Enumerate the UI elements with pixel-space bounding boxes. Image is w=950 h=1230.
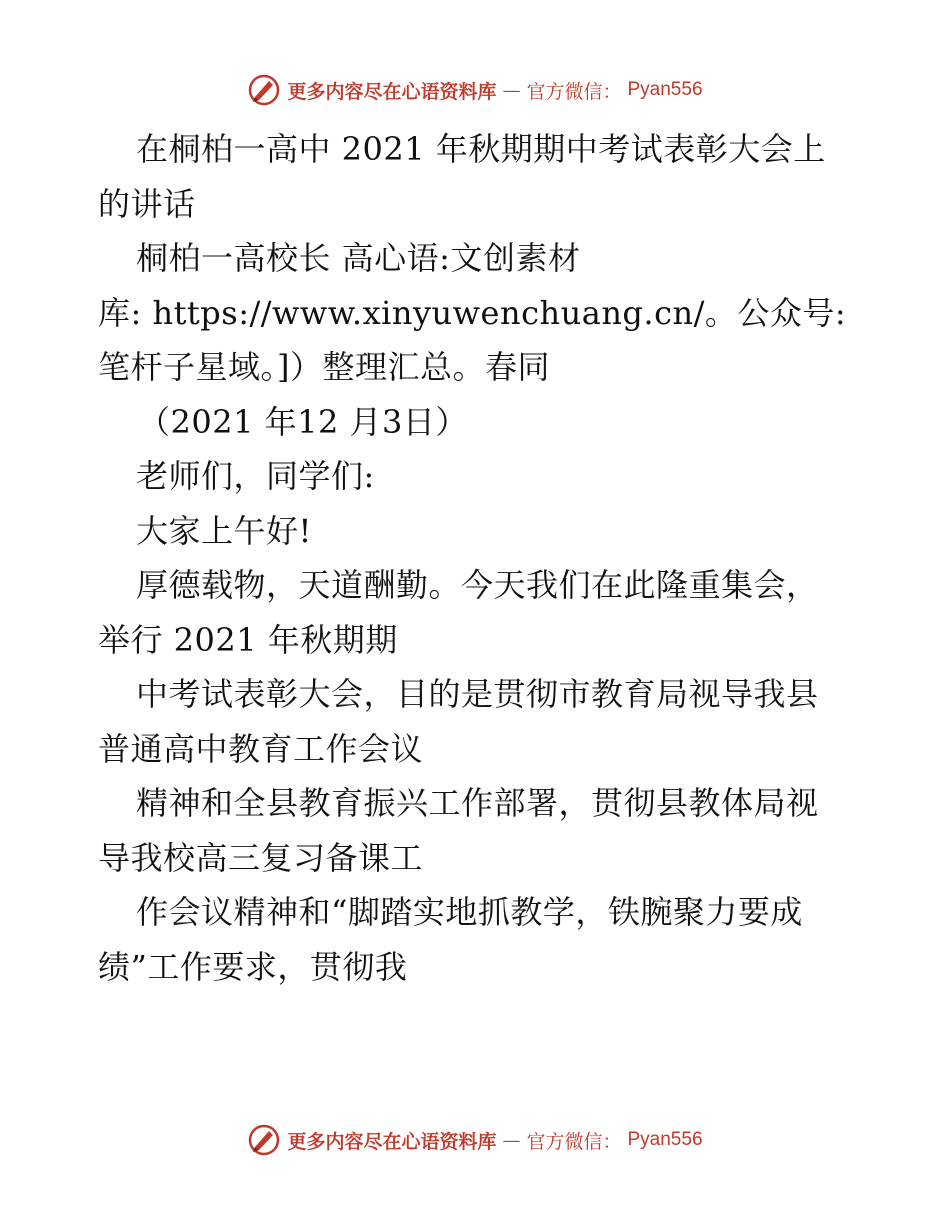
paragraph-line-5: 精神和全县教育振兴工作部署，贯彻县教体局视 bbox=[136, 784, 819, 822]
footer-banner bbox=[0, 1120, 950, 1160]
paragraph-line-6: 导我校高三复习备课工 bbox=[98, 838, 424, 877]
banner-separator: — bbox=[502, 1129, 521, 1151]
banner-label: 官方微信： bbox=[526, 80, 622, 103]
banner-label: 官方微信： bbox=[526, 1130, 622, 1153]
paragraph-line-1: 厚德载物，天道酬勤。今天我们在此隆重集会， bbox=[136, 566, 819, 604]
pen-logo-icon bbox=[247, 73, 281, 107]
salutation-line: 老师们，同学们: bbox=[136, 457, 375, 495]
author-line: 桐柏一高校长 高心语:文创素材 bbox=[136, 239, 581, 277]
banner-title: 更多内容尽在心语资料库 bbox=[287, 80, 497, 103]
greeting-line: 大家上午好! bbox=[136, 511, 312, 550]
banner-separator: — bbox=[502, 79, 521, 101]
pen-logo-icon bbox=[247, 1123, 281, 1157]
date-line: （2021 年12 月3日） bbox=[138, 402, 468, 441]
source-line-2: 笔杆子星域。]）整理汇总。春同 bbox=[98, 348, 550, 386]
paragraph-line-3: 中考试表彰大会，目的是贯彻市教育局视导我县 bbox=[136, 675, 819, 713]
banner-wechat-id: Pyan556 bbox=[627, 79, 703, 100]
banner-title: 更多内容尽在心语资料库 bbox=[287, 1130, 497, 1153]
title-line-1: 在桐柏一高中 2021 年秋期期中考试表彰大会上 bbox=[136, 130, 826, 168]
title-line-2: 的讲话 bbox=[98, 184, 196, 223]
source-line-1: 库: https://www.xinyuwenchuang.cn/。公众号: bbox=[98, 293, 847, 332]
paragraph-line-4: 普通高中教育工作会议 bbox=[98, 729, 424, 768]
header-banner bbox=[0, 70, 950, 110]
banner-wechat-id: Pyan556 bbox=[627, 1129, 703, 1150]
paragraph-line-8: 绩”工作要求，贯彻我 bbox=[98, 947, 408, 986]
document-body bbox=[98, 122, 858, 994]
paragraph-line-2: 举行 2021 年秋期期 bbox=[98, 620, 398, 659]
paragraph-line-7: 作会议精神和“脚踏实地抓教学，铁腕聚力要成 bbox=[136, 893, 803, 931]
